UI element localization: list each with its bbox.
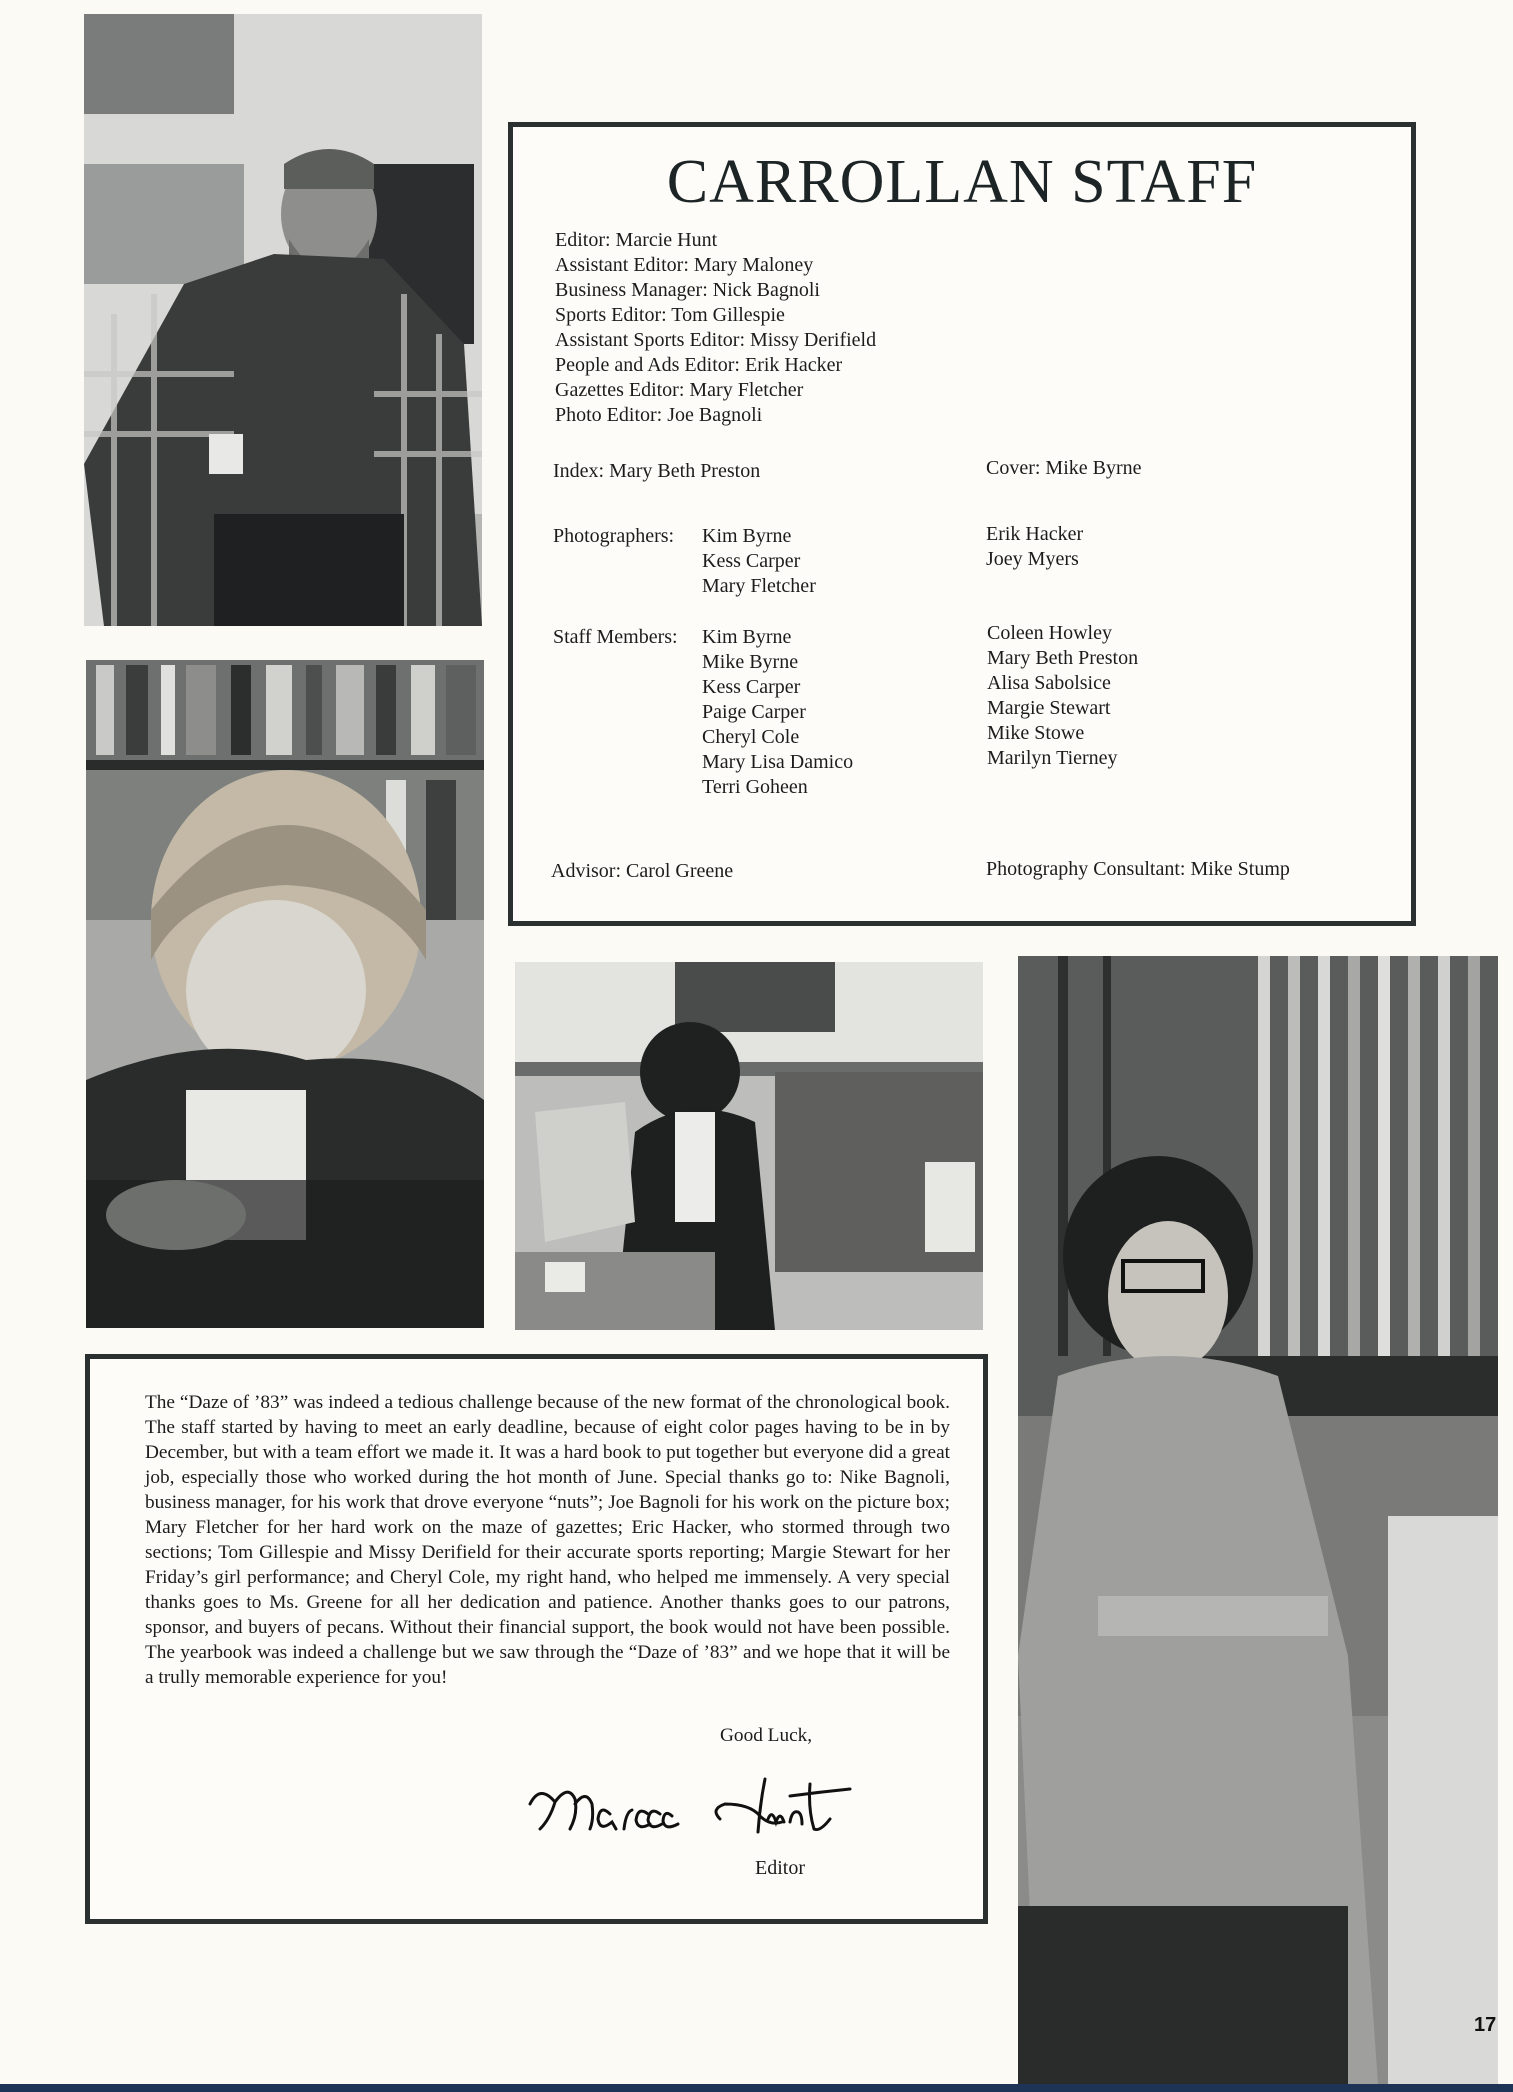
staff-title: CARROLLAN STAFF xyxy=(666,148,1258,216)
editor-letter-box xyxy=(85,1354,988,1924)
cover-credit: Cover: Mike Byrne xyxy=(986,457,1142,479)
page-edge-band xyxy=(0,2084,1513,2092)
photo-woman-at-piano xyxy=(1018,956,1498,2084)
editor-line: Assistant Editor: Mary Maloney xyxy=(555,254,814,276)
signature-marcie-hunt xyxy=(520,1774,910,1844)
editor-line: Gazettes Editor: Mary Fletcher xyxy=(555,379,804,401)
editor-line: Photo Editor: Joe Bagnoli xyxy=(555,404,763,426)
staff-member-name: Mike Stowe xyxy=(987,722,1085,744)
staff-member-name: Paige Carper xyxy=(702,701,806,723)
staff-member-name: Kess Carper xyxy=(702,676,801,698)
photo-student-in-library xyxy=(86,660,484,1328)
staff-members-label: Staff Members: xyxy=(553,626,678,648)
photographer-name: Joey Myers xyxy=(986,548,1079,570)
staff-box xyxy=(508,122,1416,926)
photographer-name: Kim Byrne xyxy=(702,525,792,547)
editor-line: Assistant Sports Editor: Missy Derifield xyxy=(555,329,877,351)
staff-member-name: Mike Byrne xyxy=(702,651,799,673)
consultant-credit: Photography Consultant: Mike Stump xyxy=(986,858,1290,880)
signer-title: Editor xyxy=(755,1857,805,1879)
advisor-credit: Advisor: Carol Greene xyxy=(551,860,734,882)
index-credit: Index: Mary Beth Preston xyxy=(553,460,761,482)
staff-member-name: Margie Stewart xyxy=(987,697,1111,719)
editor-line: People and Ads Editor: Erik Hacker xyxy=(555,354,843,376)
photo-bearded-man-plaid-shirt xyxy=(84,14,482,626)
photographer-name: Kess Carper xyxy=(702,550,801,572)
photographer-name: Mary Fletcher xyxy=(702,575,816,597)
staff-member-name: Cheryl Cole xyxy=(702,726,800,748)
staff-member-name: Mary Lisa Damico xyxy=(702,751,854,773)
staff-member-name: Kim Byrne xyxy=(702,626,792,648)
editor-line: Business Manager: Nick Bagnoli xyxy=(555,279,820,301)
staff-member-name: Mary Beth Preston xyxy=(987,647,1139,669)
page-number: 17 xyxy=(1474,2014,1497,2036)
editor-line: Sports Editor: Tom Gillespie xyxy=(555,304,785,326)
letter-closing: Good Luck, xyxy=(720,1725,813,1746)
editor-line: Editor: Marcie Hunt xyxy=(555,229,718,251)
photographers-label: Photographers: xyxy=(553,525,675,547)
photo-student-with-bags xyxy=(515,962,983,1330)
staff-member-name: Alisa Sabolsice xyxy=(987,672,1111,694)
photographer-name: Erik Hacker xyxy=(986,523,1084,545)
letter-body: The “Daze of ’83” was indeed a tedious challenge because of the new format of the chronological book. The staff started by having to meet an early deadline, because of eight color pages having to be in by December, but with a team effort we made it. It was a hard book to put together but everyone did a great job, especially those who worked during the hot month of June. Special thanks go to: Nike Bagnoli, business manager, for his work that drove everyone “nuts”; Joe Bagnoli for his work on the picture box; Mary Fletcher for her hard work on the maze of gazettes; Eric Hacker, who stormed through two sections; Tom Gillespie and Missy Derifield for their accurate sports reporting; Margie Stewart for her Friday’s girl performance; and Cheryl Cole, my right hand, who helped me immensely. A very special thanks goes to Ms. Greene for all her dedication and patience. Another thanks goes to our patrons, sponsor, and buyers of pecans. Without their financial support, the book would not have been possible. The yearbook was indeed a challenge but we saw through the “Daze of ’83” and we hope that it will be a trully memorable experience for you! xyxy=(145,1392,950,1688)
staff-member-name: Terri Goheen xyxy=(702,776,808,798)
staff-member-name: Coleen Howley xyxy=(987,622,1112,644)
staff-member-name: Marilyn Tierney xyxy=(987,747,1118,769)
